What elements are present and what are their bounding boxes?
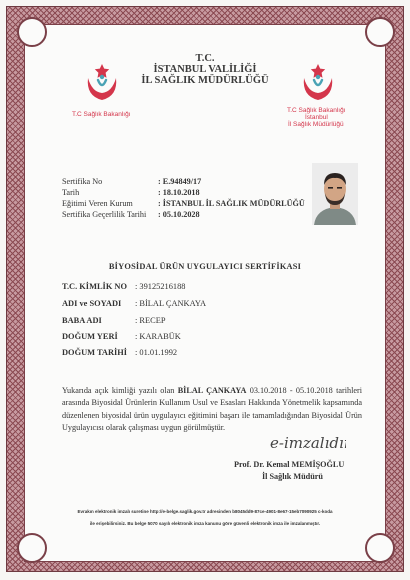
certificate-body [24, 24, 386, 562]
field-label: BABA ADI [62, 316, 102, 325]
e-signature-handwriting: e-imzalıdır [270, 434, 346, 452]
field-label: ADI ve SOYADI [62, 299, 122, 308]
date-row [62, 188, 200, 197]
corner-ornament [17, 533, 47, 563]
field-label: T.C. KİMLİK NO [62, 282, 127, 291]
person-id-row [62, 282, 185, 291]
signatory-title: İl Sağlık Müdürü [262, 472, 323, 481]
father-name-row [62, 316, 165, 325]
footer-verification-line-2: ile erişebilirsiniz. Bu belge 5070 sayılı elektronik imza kanunu göre güvenli elektronik imza ile imzalanmıştır. [89, 521, 321, 526]
person-name-row [62, 299, 206, 308]
field-value: : RECEP [135, 316, 166, 325]
footer-verification-line-1: Evrakın elektronik imzalı suretine http://e-belge.saglik.gov.tr adresinden b8045dd9-87ce-4901-8e67-15eb7090925 c-koda [77, 509, 333, 514]
info-label: Eğitimi Veren Kurum [62, 199, 133, 208]
certificate-statement [62, 385, 362, 434]
field-value: : 01.01.1992 [135, 348, 178, 357]
field-label: DOĞUM YERİ [62, 332, 118, 341]
info-label: Sertifika No [62, 177, 103, 186]
e-signature-mark [266, 430, 346, 461]
corner-ornament [365, 17, 395, 47]
right-logo-caption-3: İl Sağlık Müdürlüğü [288, 121, 344, 128]
header-line-3: İL SAĞLIK MÜDÜRLÜĞÜ [141, 75, 269, 86]
institution-row [62, 199, 305, 208]
corner-ornament [17, 17, 47, 47]
info-value: : 18.10.2018 [158, 188, 200, 197]
right-logo-caption-1: T.C Sağlık Bakanlığı [287, 107, 346, 114]
statement-name: BİLAL ÇANKAYA [177, 386, 247, 395]
info-value: : E.94849/17 [158, 177, 202, 186]
right-logo-caption-2: İstanbul [305, 114, 328, 121]
left-logo-caption: T.C Sağlık Bakanlığı [72, 111, 131, 118]
statement-part-2: 03.10.2018 - 05.10.2018 tarihleri arasında Biyosidal Ürünlerin Kullanım Usul ve Esasları Hakkında Yönetmelik kapsamında düzenlenen biyosidal ürün uygulayıcı eğitimini başarı ile tamamladığından Biyosidal Ürün Uygulayıcısı olarak çalışması uygun görülmüştür. [62, 386, 362, 432]
certificate-title: BİYOSİDAL ÜRÜN UYGULAYICI SERTİFİKASI [108, 262, 302, 271]
field-value: : BİLAL ÇANKAYA [135, 299, 207, 308]
field-value: : 39125216188 [135, 282, 186, 291]
statement-part-1: Yukarıda açık kimliği yazılı olan [62, 386, 178, 395]
validity-row [62, 210, 200, 219]
info-label: Sertifika Geçerlilik Tarihi [62, 210, 147, 219]
header-line-2: İSTANBUL VALİLİĞİ [153, 64, 257, 75]
signatory-name: Prof. Dr. Kemal MEMİŞOĞLU [234, 460, 345, 469]
field-value: : KARABÜK [135, 332, 181, 341]
corner-ornament [365, 533, 395, 563]
birth-date-row [62, 348, 177, 357]
holder-photo [312, 163, 358, 225]
info-value: : İSTANBUL İL SAĞLIK MÜDÜRLÜĞÜ [158, 199, 305, 208]
birth-place-row [62, 332, 181, 341]
header-line-1: T.C. [195, 53, 215, 64]
info-label: Tarih [62, 188, 80, 197]
field-label: DOĞUM TARİHİ [62, 348, 128, 357]
certificate-number-row [62, 177, 201, 186]
info-value: : 05.10.2028 [158, 210, 200, 219]
